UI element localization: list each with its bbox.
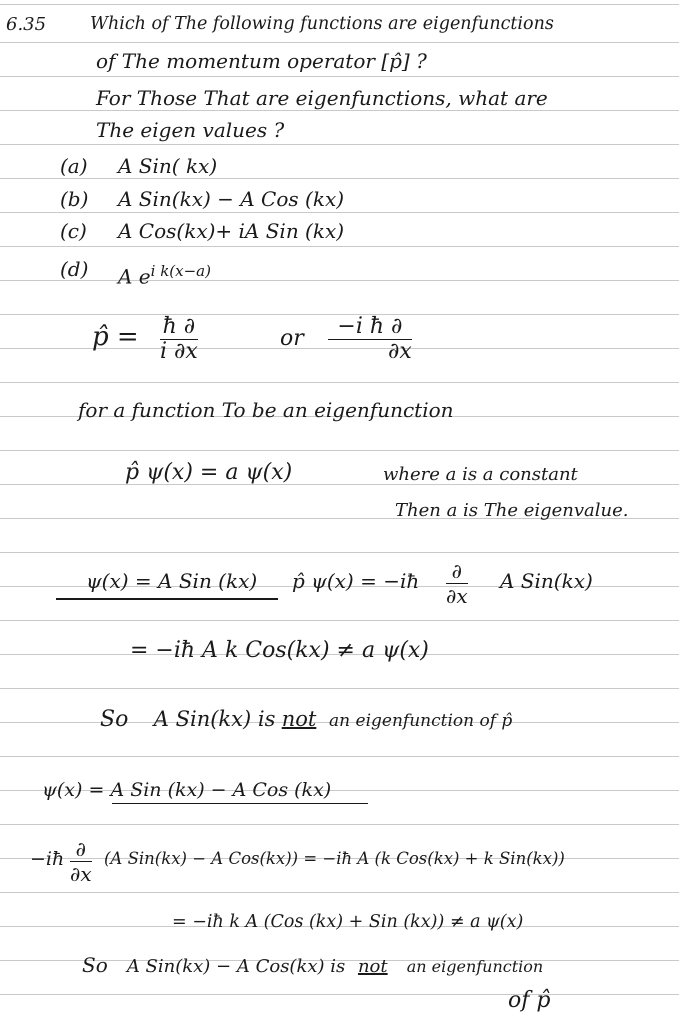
part-a-conc-rest: an eigenfunction of p̂ xyxy=(329,711,513,731)
part-a-act-lhs: p̂ ψ(x) = −iħ xyxy=(292,569,420,593)
part-d-base: A e xyxy=(118,264,151,289)
problem-line-2: of The momentum operator [p̂] ? xyxy=(96,49,427,73)
part-b-conc-rest: an eigenfunction xyxy=(406,957,544,976)
part-b-conc-so: So xyxy=(82,953,108,977)
part-b-d-num: ∂ xyxy=(75,837,86,861)
operator-den-1: i ∂x xyxy=(160,339,198,364)
part-d-exponent: i k(x−a) xyxy=(150,262,211,280)
criterion-eq: p̂ ψ(x) = a ψ(x) xyxy=(125,460,293,485)
part-a-expr: A Sin( kx) xyxy=(118,154,218,178)
part-b-conc-of: of p̂ xyxy=(508,988,551,1013)
part-a-conc-not: not xyxy=(281,707,317,731)
part-a-label: (a) xyxy=(60,154,88,178)
part-b-d-den: ∂x xyxy=(70,862,92,886)
part-b-conc-not: not xyxy=(357,956,388,977)
part-a-psi: ψ(x) = A Sin (kx) xyxy=(86,569,258,593)
part-a-result: = −iħ A k Cos(kx) ≠ a ψ(x) xyxy=(130,638,429,663)
part-b-conc-expr: A Sin(kx) − A Cos(kx) is xyxy=(126,956,346,977)
part-a-act-rhs: A Sin(kx) xyxy=(500,569,593,593)
part-b-line-1: (A Sin(kx) − A Cos(kx)) = −iħ A (k Cos(kx) + k Sin(kx)) xyxy=(104,849,565,868)
criterion-where: where a is a constant xyxy=(383,464,578,485)
part-a-psi-underline xyxy=(56,598,278,600)
operator-den-2: ∂x xyxy=(388,339,412,364)
part-c-expr: A Cos(kx)+ iA Sin (kx) xyxy=(118,219,345,243)
part-a-conc-expr: A Sin(kx) is xyxy=(153,707,276,731)
part-b-op-pre: −iħ xyxy=(30,848,65,870)
part-d-expr xyxy=(118,258,211,290)
problem-line-4: The eigen values ? xyxy=(96,118,285,142)
part-c-label: (c) xyxy=(60,219,87,243)
part-b-psi-underline xyxy=(112,803,368,804)
criterion-text: for a function To be an eigenfunction xyxy=(78,398,454,422)
part-a-conclusion xyxy=(100,706,512,734)
part-b-conclusion xyxy=(82,952,543,980)
part-b-derivative xyxy=(70,838,92,885)
operator-fraction-1 xyxy=(160,316,198,363)
part-b-label: (b) xyxy=(60,187,89,211)
part-b-expr: A Sin(kx) − A Cos (kx) xyxy=(118,187,345,211)
part-b-psi: ψ(x) = A Sin (kx) − A Cos (kx) xyxy=(42,779,332,801)
part-a-conc-so: So xyxy=(100,707,129,732)
problem-line-1: Which of The following functions are eigenfunctions xyxy=(90,14,554,34)
part-a-d-num: ∂ xyxy=(451,559,462,583)
part-a-derivative xyxy=(446,560,468,607)
criterion-then: Then a is The eigenvalue. xyxy=(395,500,629,521)
operator-num-1: ħ ∂ xyxy=(162,314,196,339)
part-d-label: (d) xyxy=(60,257,89,281)
operator-fraction-2 xyxy=(328,316,412,363)
problem-number: 6.35 xyxy=(6,14,47,35)
problem-line-3: For Those That are eigenfunctions, what are xyxy=(96,86,548,110)
part-b-line-2: = −iħ k A (Cos (kx) + Sin (kx)) ≠ a ψ(x) xyxy=(172,912,524,932)
operator-or: or xyxy=(280,326,304,351)
operator-num-2: −i ħ ∂ xyxy=(337,314,403,339)
operator-lhs: p̂ = xyxy=(92,322,139,352)
part-a-d-den: ∂x xyxy=(446,584,468,608)
